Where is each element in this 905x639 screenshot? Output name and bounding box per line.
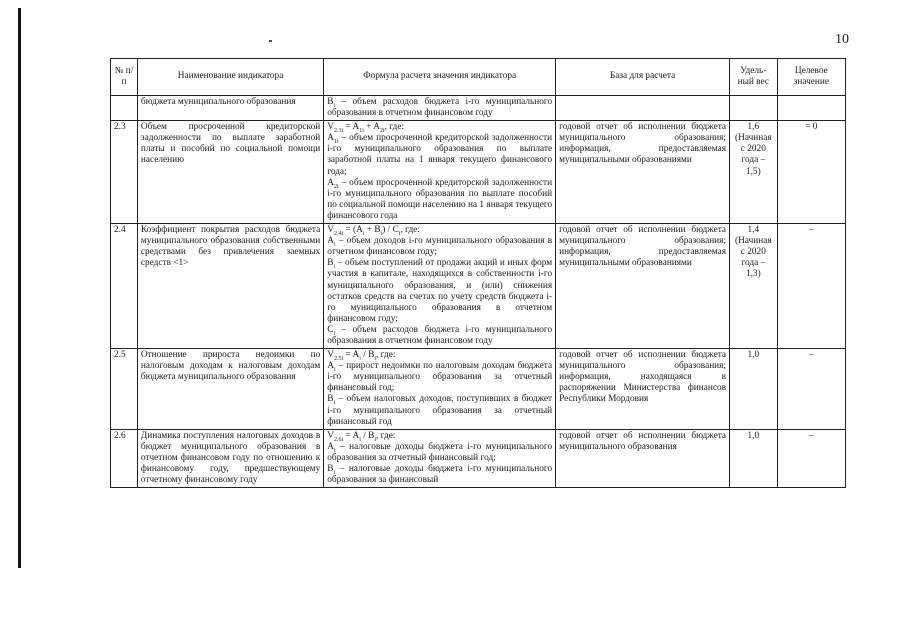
table-row (111, 349, 846, 430)
indicator-formula (324, 429, 556, 487)
header-base: База для расчета (556, 59, 730, 96)
table-header-row (111, 59, 846, 96)
header-name: Наименование индикатора (137, 59, 323, 96)
table-row (111, 96, 846, 121)
calculation-base: годовой отчет об исполнении бюджета муниципального образования (556, 429, 730, 487)
indicator-formula (324, 349, 556, 430)
formula-line: $V_{2.6i} = A_i / B_i$, где: (327, 430, 396, 443)
indicator-table (110, 58, 846, 488)
header-weight: Удель-ный вес (730, 59, 778, 96)
row-num: 2.4 (111, 224, 138, 349)
formula-line: $A_i$ – объем доходов i-го муниципального образования в отчетном финансовом году; (327, 236, 553, 258)
row-num: 2.3 (111, 121, 138, 224)
header-target: Целевое значение (777, 59, 845, 96)
calculation-base: годовой отчет об исполнении бюджета муниципального образования; информация, находящаяся в распоряжении Министерства финансов Республики Мордовия (556, 349, 730, 430)
formula-line: $A_i$ – прирост недоимки по налоговым доходам бюджета i-го муниципального образования за отчетный финансовый год; (327, 361, 553, 394)
table-row (111, 429, 846, 487)
target-value: = 0 (777, 121, 845, 224)
table-row (111, 224, 846, 349)
calculation-base (556, 96, 730, 121)
specific-weight: 1,6 (Начиная с 2020 года – 1,5) (730, 121, 778, 224)
indicator-name: бюджета муниципального образования (137, 96, 323, 121)
formula-line: $V_{2.5i} = A_i / B_i$, где: (327, 350, 396, 362)
scan-edge-line (18, 8, 21, 568)
formula-line: $B_i$ – объем поступлений от продажи акций и иных форм участия в капитале, находящихся в собственности i-го муниципального образования, и (или) снижения остатков средств на счетах по учету средств бюджета i-го муниципального образования в отчетном финансовом году; (327, 258, 553, 324)
row-num: 2.6 (111, 429, 138, 487)
page-number: 10 (835, 32, 849, 47)
header-formula: Формула расчета значения индикатора (324, 59, 556, 96)
calculation-base: годовой отчет об исполнении бюджета муниципального образования; информация, предоставляемая муниципальными образованиями (556, 121, 730, 224)
indicator-name: Отношение прироста недоимки по налоговым доходам к налоговым доходам бюджета муниципального образования (137, 349, 323, 430)
formula-line: $B_i$ – налоговые доходы бюджета i-го муниципального образования за финансовый (327, 464, 553, 486)
calculation-base: годовой отчет об исполнении бюджета муниципального образования; информация, предоставляемая муниципальными образованиями (556, 224, 730, 349)
formula-line: $A_{1i}$ – объем просроченной кредиторской задолженности i-го муниципального образования по выплате заработной платы на 1 января текущего финансового года; (327, 133, 553, 177)
formula-line: $V_{2.4i} = (A_i + B_i) / C_i$, где: (327, 225, 420, 237)
target-value: – (777, 349, 845, 430)
indicator-formula (324, 96, 556, 121)
formula-line: $A_i$ – налоговые доходы бюджета i-го муниципального образования за отчетный финансовый год; (327, 441, 553, 463)
target-value: – (777, 224, 845, 349)
formula-line: $B_i$ – объем налоговых доходов, поступивших в бюджет i-го муниципального образования за отчетный финансовый год (327, 394, 553, 427)
target-value: – (777, 429, 845, 487)
formula-line: $V_{2.3i} = A_{1i} + A_{2i}$, где: (327, 122, 405, 135)
indicator-name: Объем просроченной кредиторской задолженности по выплате заработной платы и пособий по социальной помощи населению (137, 121, 323, 224)
table-row (111, 121, 846, 224)
specific-weight: 1,0 (730, 429, 778, 487)
specific-weight (730, 96, 778, 121)
indicator-formula (324, 224, 556, 349)
formula-line: $B_i$ – объем расходов бюджета i-го муниципального образования в отчетном финансовом году (327, 97, 553, 119)
formula-line: $C_i$ – объем расходов бюджета i-го муниципального образования в отчетном финансовом году (327, 324, 553, 346)
indicator-formula (324, 121, 556, 224)
specific-weight: 1,0 (730, 349, 778, 430)
row-num: 2.5 (111, 349, 138, 430)
indicator-name: Динамика поступления налоговых доходов в бюджет муниципального образования в отчетном финансовом году по отношению к финансовому году, предшествующему отчетному финансовому году (137, 429, 323, 487)
header-num: № п/п (111, 59, 138, 96)
row-num (111, 96, 138, 121)
formula-line: $A_{2i}$ – объем просроченной кредиторской задолженности i-го муниципального образования по выплате пособий по социальной помощи населению на 1 января текущего финансового года (327, 177, 553, 221)
specific-weight: 1,4 (Начиная с 2020 года – 1,3) (730, 224, 778, 349)
target-value (777, 96, 845, 121)
scan-speck (269, 40, 272, 42)
indicator-name: Коэффициент покрытия расходов бюджета муниципального образования собственными средствами без привлечения заемных средств <1> (137, 224, 323, 349)
